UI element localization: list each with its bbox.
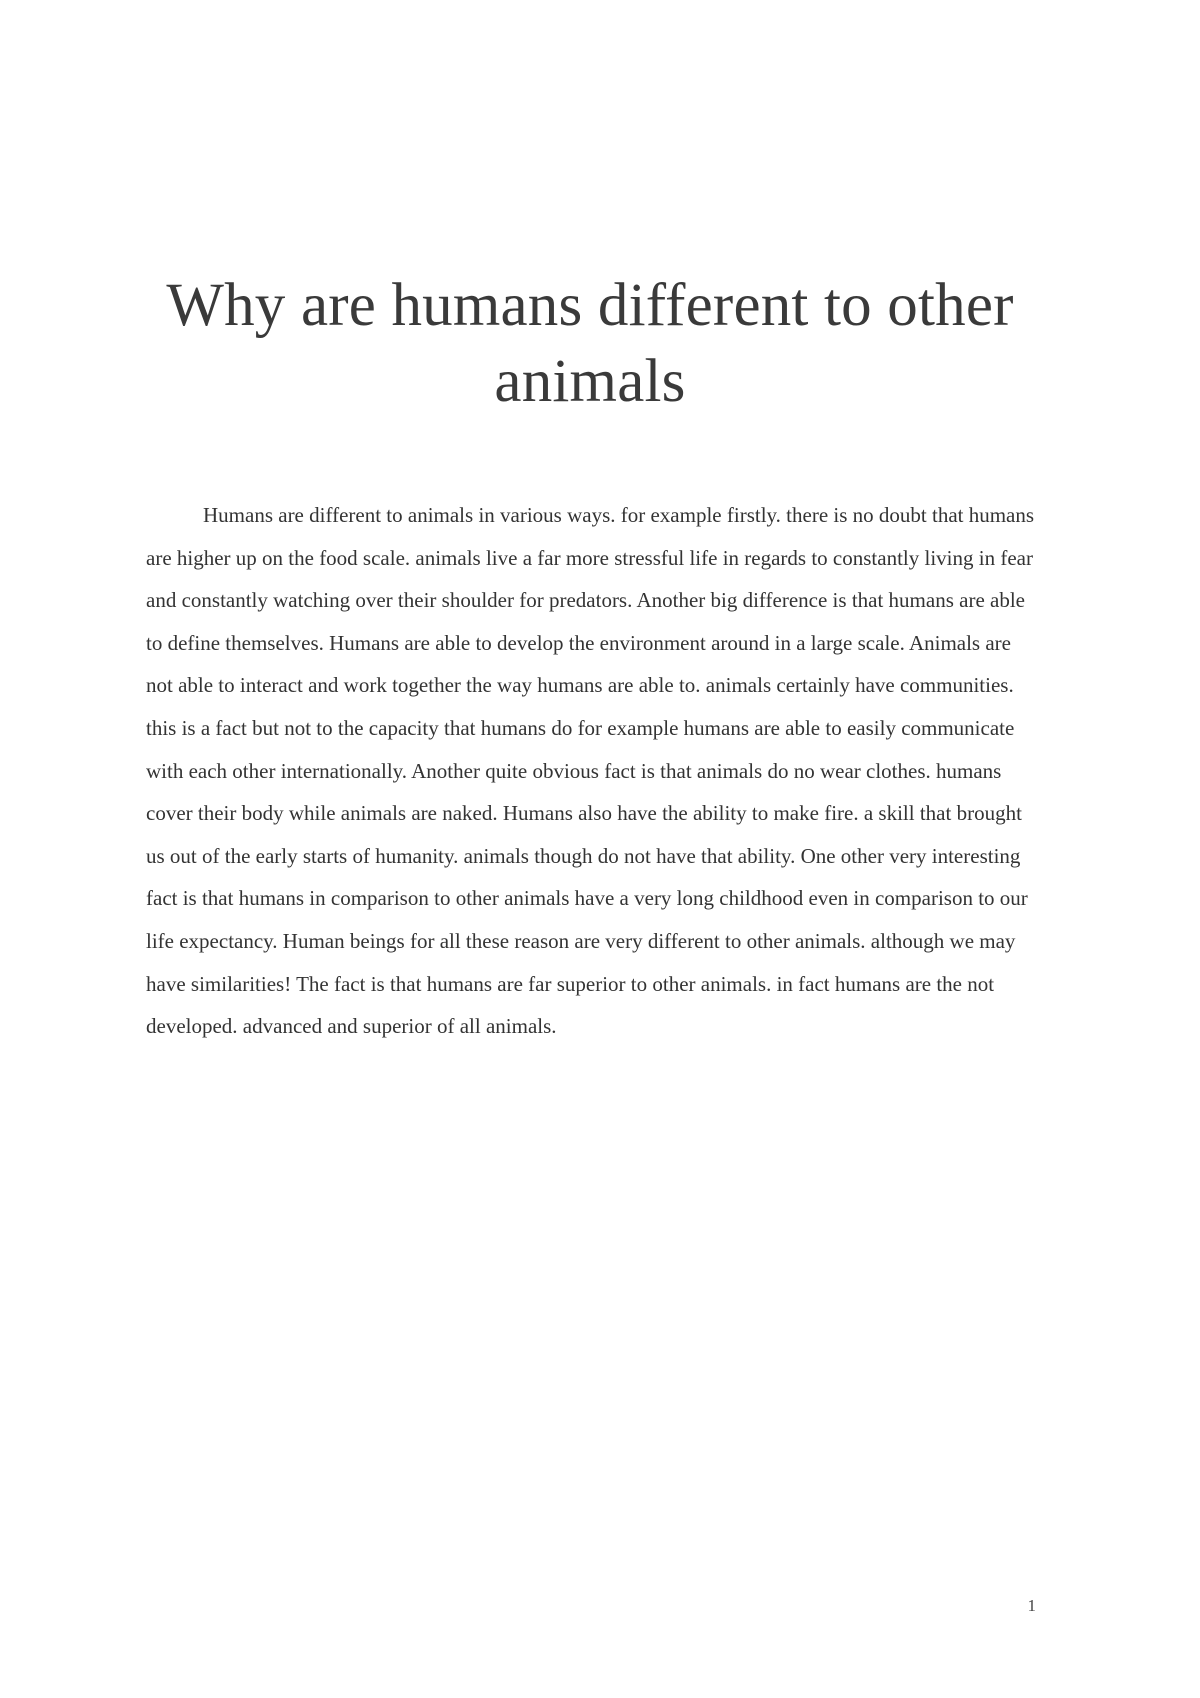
- body-paragraph: Humans are different to animals in various ways. for example firstly. there is no doubt that humans are higher up on the food scale. animals live a far more stressful life in regards to constantly living in fear and constantly watching over their shoulder for predators. Another big difference is that humans are able to define themselves. Humans are able to develop the environment around in a large scale. Animals are not able to interact and work together the way humans are able to. animals certainly have communities. this is a fact but not to the capacity that humans do for example humans are able to easily communicate with each other internationally. Another quite obvious fact is that animals do no wear clothes. humans cover their body while animals are naked. Humans also have the ability to make fire. a skill that brought us out of the early starts of humanity. animals though do not have that ability. One other very interesting fact is that humans in comparison to other animals have a very long childhood even in comparison to our life expectancy. Human beings for all these reason are very different to other animals. although we may have similarities! The fact is that humans are far superior to other animals. in fact humans are the not developed. advanced and superior of all animals.: [146, 503, 1035, 1039]
- page-number: 1: [1027, 1596, 1036, 1615]
- document-title: Why are humans different to other animals: [166, 272, 1014, 415]
